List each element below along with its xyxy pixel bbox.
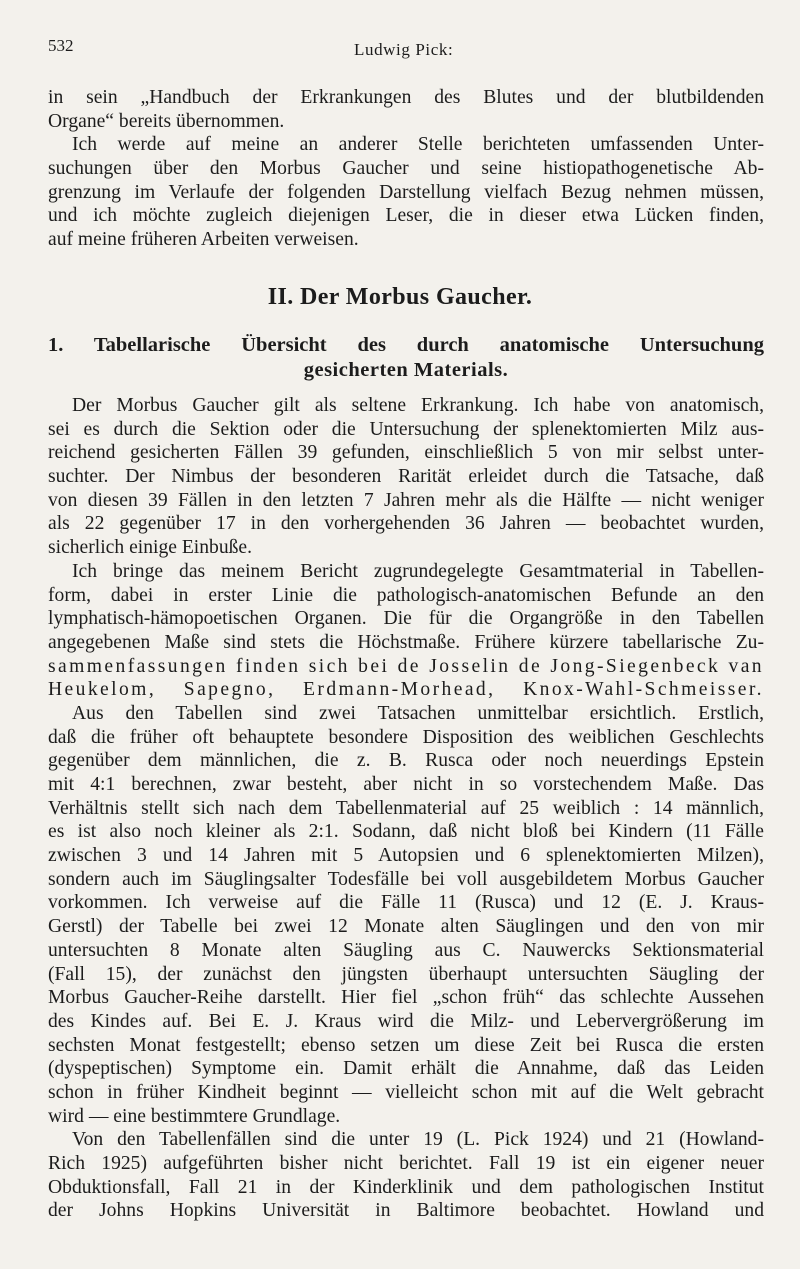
text-line: wird — eine bestimmtere Grundlage. [48, 1105, 341, 1127]
text-line: Der Morbus Gaucher gilt als seltene Erkrankung. Ich habe von anatomisch, [72, 395, 764, 416]
text-line: Aus den Tabellen sind zwei Tatsachen unmittelbar ersichtlich. Erstlich, [72, 702, 764, 724]
text-line: der Johns Hopkins Universität in Baltimore beobachtet. Howland und [48, 1200, 764, 1222]
text-line: suchter. Der Nimbus der besonderen Rarität erleidet durch die Tatsache, daß [48, 466, 764, 488]
text-line: untersuchten 8 Monate alten Säugling aus C. Nauwercks Sektionsmaterial [48, 939, 764, 961]
text-line: es ist also noch kleiner als 2:1. Sodann, daß nicht bloß bei Kindern (11 Fälle [48, 821, 764, 843]
page-header [48, 36, 760, 66]
text-line: Rich 1925) aufgeführten bisher nicht berichtet. Fall 19 ist ein eigener neuer [48, 1153, 764, 1174]
main-paragraphs [48, 394, 764, 1223]
text-line: sondern auch im Säuglingsalter Todesfälle bei voll ausgebildetem Morbus Gaucher [48, 868, 764, 890]
text-line: form, dabei in erster Linie die pathologisch-anatomischen Befunde an den [48, 584, 764, 606]
text-line: zwischen 3 und 14 Jahren mit 5 Autopsien und 6 splenektomierten Milzen), [48, 845, 764, 867]
text-line: Obduktionsfall, Fall 21 in der Kinderklinik und dem pathologischen Institut [48, 1176, 764, 1198]
text-line: Ich werde auf meine an anderer Stelle berichteten umfassenden Unter- [72, 134, 764, 156]
text-line: daß die früher oft behauptete besondere Disposition des weiblichen Geschlechts [48, 726, 764, 748]
text-line: als 22 gegenüber 17 in den vorhergehenden 36 Jahren — beobachtet wurden, [48, 513, 764, 535]
text-line: suchungen über den Morbus Gaucher und seine histiopathogenetische Ab- [48, 158, 764, 180]
page-number: 532 [48, 36, 74, 55]
text-line: Von den Tabellenfällen sind die unter 19 (L. Pick 1924) und 21 (Howland- [72, 1129, 764, 1151]
text-line: sechsten Monat festgestellt; ebenso setzen um diese Zeit bei Rusca die ersten [48, 1034, 764, 1056]
text-line: sammenfassungen finden sich bei de Josselin de Jong-Siegenbeck van [48, 655, 764, 677]
text-line: angegebenen Maße sind stets die Höchstmaße. Frühere kürzere tabellarische Zu- [48, 631, 764, 653]
text-line: (dyspeptischen) Symptome ein. Damit erhält die Annahme, daß das Leiden [48, 1058, 764, 1080]
section-title: II. Der Morbus Gaucher. [267, 284, 533, 310]
text-line: gegenüber dem männlichen, die z. B. Rusca oder noch neuerdings Epstein [48, 750, 764, 772]
text-line: Heukelom, Sapegno, Erdmann-Morhead, Knox-Wahl-Schmeisser. [48, 679, 764, 701]
text-line: mit 4:1 berechnen, zwar besteht, aber nicht in so vorstechendem Maße. Das [48, 774, 764, 795]
text-line: Organe“ bereits übernommen. [48, 110, 285, 132]
text-line: des Kindes auf. Bei E. J. Kraus wird die Milz- und Lebervergrößerung im [48, 1010, 764, 1032]
text-line: auf meine früheren Arbeiten verweisen. [48, 229, 359, 251]
text-line: lymphatisch-hämopoetischen Organen. Die für die Organgröße in den Tabellen [48, 608, 764, 630]
text-line: schon in früher Kindheit beginnt — vielleicht schon mit auf die Welt gebracht [48, 1081, 764, 1103]
subsection-title [48, 333, 764, 383]
text-line: Verhältnis stellt sich nach dem Tabellenmaterial auf 25 weiblich : 14 männlich, [48, 797, 764, 819]
running-head: Ludwig Pick: [354, 40, 454, 59]
text-line: Gerstl) der Tabelle bei zwei 12 Monate alten Säuglingen und den von mir [48, 916, 764, 938]
text-line: von diesen 39 Fällen in den letzten 7 Jahren mehr als die Hälfte — nicht weniger [48, 489, 764, 511]
intro-paragraphs [48, 86, 764, 252]
text-line: reichend gesicherten Fällen 39 gefunden, einschließlich 5 von mir selbst unter- [48, 442, 764, 464]
text-line: sicherlich einige Einbuße. [48, 537, 253, 559]
text-line: Morbus Gaucher-Reihe darstellt. Hier fiel „schon früh“ das schlechte Aussehen [48, 987, 764, 1009]
text-line: sei es durch die Sektion oder die Untersuchung der splenektomierten Milz aus- [48, 418, 764, 440]
text-line: Ich bringe das meinem Bericht zugrundegelegte Gesamtmaterial in Tabellen- [72, 560, 764, 582]
subsection-title-line-1: 1. Tabellarische Übersicht des durch anatomische Untersuchung [48, 334, 764, 356]
text-line: vorkommen. Ich verweise auf die Fälle 11 (Rusca) und 12 (E. J. Kraus- [48, 892, 764, 914]
text-line: und ich möchte zugleich diejenigen Leser, die in dieser etwa Lücken finden, [48, 205, 764, 227]
text-line: in sein „Handbuch der Erkrankungen des Blutes und der blutbildenden [48, 87, 764, 108]
subsection-title-line-2: gesicherten Materials. [303, 359, 509, 381]
text-line: grenzung im Verlaufe der folgenden Darstellung vielfach Bezug nehmen müssen, [48, 181, 764, 203]
text-line: (Fall 15), der zunächst den jüngsten überhaupt untersuchten Säugling der [48, 963, 764, 985]
